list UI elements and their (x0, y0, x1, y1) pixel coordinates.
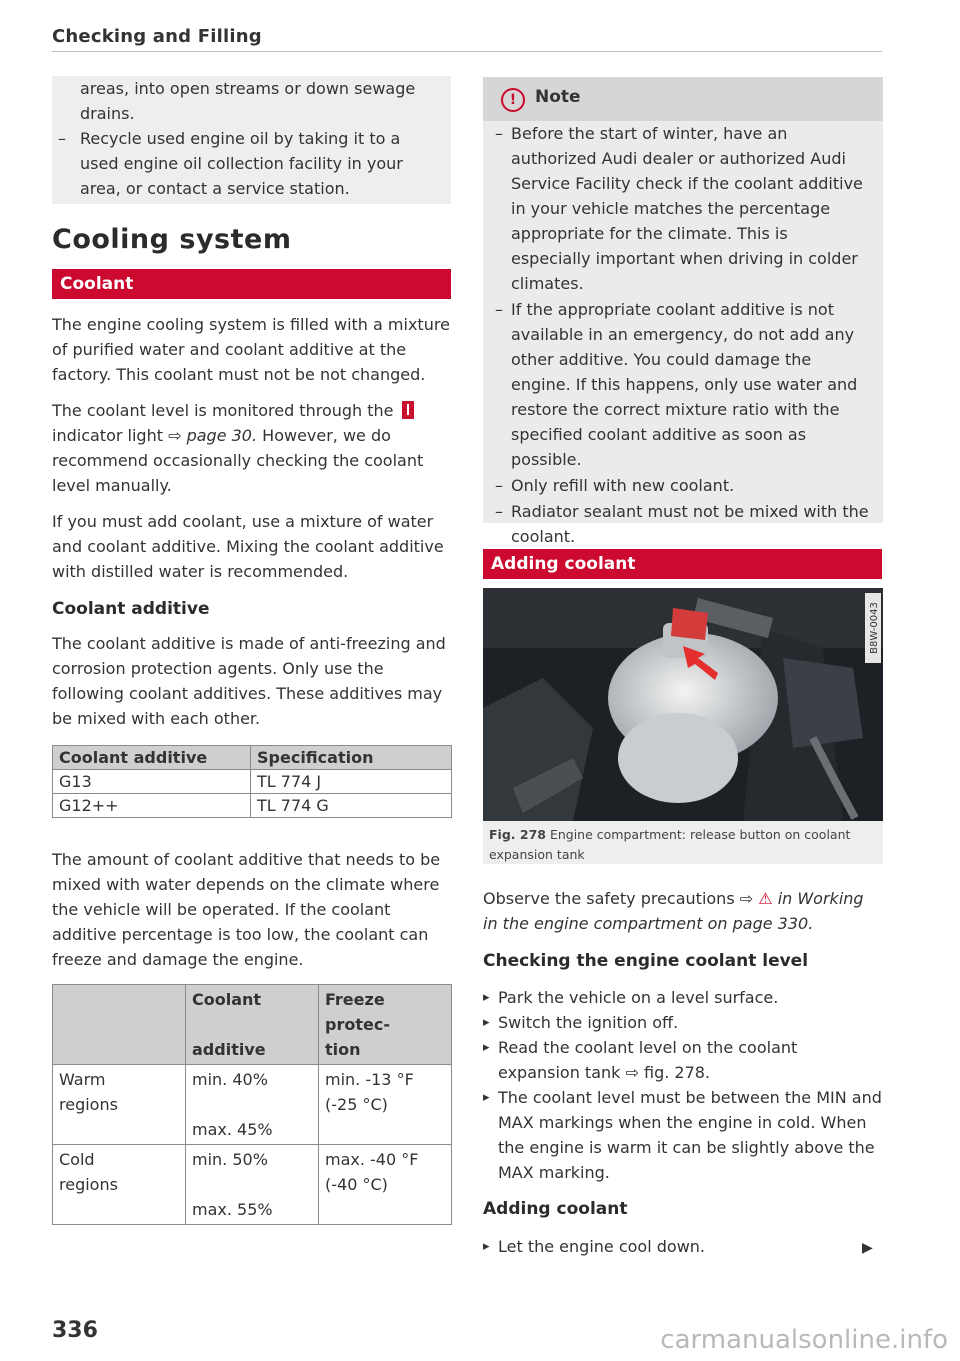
cold-label-2: regions (59, 1175, 118, 1194)
list-item: ▸ Switch the ignition off. (483, 1010, 883, 1035)
header-coolant: Coolant (192, 990, 262, 1009)
figure-caption-text: Engine compartment: release button on coolant expansion tank (489, 827, 851, 862)
continuation-line-2: drains. (80, 104, 135, 123)
checking-heading: Checking the engine coolant level (483, 951, 809, 971)
coolant-paragraph-3: If you must add coolant, use a mixture of water and coolant additive. Mixing the coolant additive with distilled water is recommended. (52, 512, 444, 581)
note-label: Note (535, 87, 581, 107)
table-row (53, 770, 452, 794)
observe-ref-arrow: ⇨ (739, 889, 754, 908)
figure-number: Fig. 278 (489, 827, 546, 842)
additive-paragraph: The coolant additive is made of anti-freezing and corrosion protection agents. Only use the following coolant additives. These additives may be mixed with each other. (52, 634, 446, 728)
note-box (483, 77, 883, 546)
table-header (319, 985, 452, 1065)
p2-text-a: The coolant level is monitored through the (52, 401, 394, 420)
note-item: – Radiator sealant must not be mixed with the coolant. (489, 499, 871, 549)
warm-min: min. 40% (192, 1070, 268, 1089)
cold-label: Cold (59, 1150, 95, 1169)
cold-freeze-c: (-40 °C) (325, 1175, 388, 1194)
continuation-line-1: areas, into open streams or down sewage (80, 79, 416, 98)
cold-max: max. 55% (192, 1200, 273, 1219)
adding-heading: Adding coolant (483, 1199, 628, 1219)
table-cell: TL 774 G (251, 794, 452, 818)
page-30-link[interactable]: ⇨ page 30. (168, 426, 258, 445)
engine-compartment-photo (483, 588, 883, 821)
left-column-text (52, 312, 452, 731)
cold-min: min. 50% (192, 1150, 268, 1169)
header-rule (52, 51, 882, 52)
table-row (53, 1145, 452, 1225)
table-header-row (53, 746, 452, 770)
p2-text-b: indicator light (52, 426, 163, 445)
climate-table (52, 984, 452, 1225)
note-item: – Only refill with new coolant. (489, 473, 871, 498)
amount-paragraph: The amount of coolant additive that needs to be mixed with water depends on the climate where the vehicle will be operated. If the coolant additive percentage is too low, the coolant can freeze and damage the engine. (52, 850, 441, 969)
warm-label: Warm (59, 1070, 106, 1089)
figure-code-text: B8W-0043 (869, 602, 880, 654)
warm-label-2: regions (59, 1095, 118, 1114)
figure-box (483, 588, 883, 864)
note-list (483, 121, 883, 549)
table-cell (53, 1145, 186, 1225)
additive-heading: Coolant additive (52, 599, 210, 619)
header-freeze: Freeze protec- (325, 990, 390, 1034)
table-header-empty (53, 985, 186, 1065)
adding-coolant-bar: Adding coolant (483, 549, 882, 579)
note-alert-icon: ! (501, 88, 525, 112)
warning-triangle-icon: ⚠ (758, 889, 773, 908)
observe-text: Observe the safety precautions (483, 889, 735, 908)
note-item: – If the appropriate coolant additive is not available in an emergency, do not add any other additive. You could damage the engine. If this happens, only use water and restore the correct mixture ratio with the specified coolant additive as soon as possible. (489, 297, 871, 472)
note-item: – Before the start of winter, have an authorized Audi dealer or authorized Audi Service Facility check if the coolant additive in your vehicle matches the percentage appropriate for the climate. This is especially important when driving in colder climates. (489, 121, 871, 296)
recycle-bullet-text: Recycle used engine oil by taking it to a used engine oil collection facility in your area, or contact a service station. (80, 129, 403, 198)
recycle-bullet (52, 126, 441, 201)
table-cell (319, 1065, 452, 1145)
observe-link[interactable]: in Working in the engine compartment on page 330. (483, 889, 864, 933)
watermark: carmanualsonline.info (660, 1325, 948, 1355)
table-row (53, 794, 452, 818)
table-header (186, 985, 319, 1065)
spec-table (52, 745, 452, 818)
list-item: ▸ The coolant level must be between the MIN and MAX markings when the engine in cold. When the engine is warm it can be slightly above the MAX marking. (483, 1085, 883, 1185)
continue-arrow-icon: ▶ (862, 1240, 873, 1256)
adding-steps (483, 1234, 853, 1259)
figure-caption (483, 821, 883, 865)
figure-code-label (865, 593, 881, 663)
list-item: ▸ Park the vehicle on a level surface. (483, 985, 883, 1010)
header-additive: additive (192, 1040, 266, 1059)
warm-max: max. 45% (192, 1120, 273, 1139)
table-cell (319, 1145, 452, 1225)
disposal-continuation-box (52, 76, 451, 204)
p2-text-c: However, we do recommend occasionally checking the coolant level manually. (52, 426, 424, 495)
table-cell: G12++ (53, 794, 251, 818)
note-header (483, 77, 883, 121)
table-header: Specification (251, 746, 452, 770)
coolant-indicator-icon (402, 401, 414, 419)
warm-freeze: min. -13 °F (325, 1070, 414, 1089)
table-cell: G13 (53, 770, 251, 794)
header-protection: tion (325, 1040, 361, 1059)
section-title: Cooling system (52, 224, 292, 255)
coolant-paragraph-1: The engine cooling system is filled with a mixture of purified water and coolant additive at the factory. This coolant must not be not changed. (52, 315, 450, 384)
table-row (53, 1065, 452, 1145)
table-cell (53, 1065, 186, 1145)
table-cell: TL 774 J (251, 770, 452, 794)
list-item: ▸ Let the engine cool down. (483, 1234, 853, 1259)
table-header-row (53, 985, 452, 1065)
warm-freeze-c: (-25 °C) (325, 1095, 388, 1114)
cold-freeze: max. -40 °F (325, 1150, 419, 1169)
table-cell (186, 1065, 319, 1145)
header-title: Checking and Filling (52, 26, 262, 47)
observe-paragraph (483, 886, 883, 936)
page-number: 336 (52, 1318, 98, 1343)
coolant-paragraph-2 (52, 398, 452, 498)
checking-steps (483, 985, 883, 1185)
table-cell (186, 1145, 319, 1225)
coolant-section-bar: Coolant (52, 269, 451, 299)
list-item: ▸ Read the coolant level on the coolant expansion tank ⇨ fig. 278. (483, 1035, 883, 1085)
table-header: Coolant additive (53, 746, 251, 770)
